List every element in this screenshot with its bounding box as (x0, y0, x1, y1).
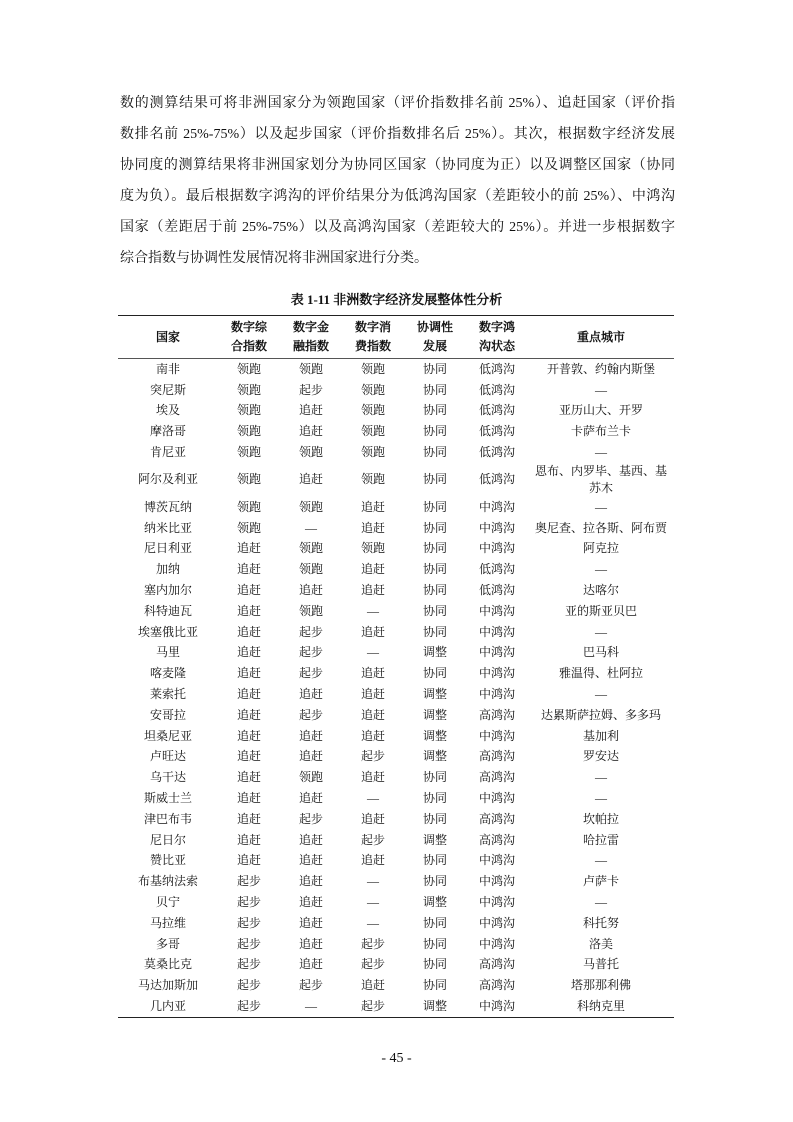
rating-cell: 调整 (422, 999, 447, 1013)
rating-cell: 中鸿沟 (478, 541, 515, 556)
city-cell: 塔那那利佛 (570, 978, 631, 993)
rating-cell: 低鸿沟 (478, 472, 515, 487)
rating-cell: 起步 (236, 874, 261, 889)
rating-cell: 领跑 (236, 403, 261, 418)
rating-cell: 领跑 (360, 445, 385, 460)
rating-cell: 协同 (422, 361, 447, 376)
city-cell: — (595, 445, 607, 460)
city-cell: — (595, 499, 607, 514)
rating-cell: 高鸿沟 (478, 957, 515, 972)
rating-cell: 领跑 (236, 472, 261, 487)
city-cell: 阿克拉 (582, 541, 619, 556)
rating-cell: 追赶 (236, 853, 261, 868)
header-line: 数字消 (354, 320, 391, 334)
country-cell: 坦桑尼亚 (143, 728, 192, 743)
rating-cell: 起步 (360, 936, 385, 951)
rating-cell: 起步 (298, 978, 323, 993)
rating-cell: 起步 (360, 999, 385, 1013)
rating-cell: 领跑 (298, 445, 323, 460)
rating-cell: 低鸿沟 (478, 361, 515, 376)
table-row (118, 380, 674, 401)
country-cell: 布基纳法索 (137, 874, 198, 889)
city-cell: 卢萨卡 (582, 874, 619, 889)
rating-cell: 起步 (236, 895, 261, 910)
header-line: 国家 (155, 329, 180, 344)
city-cell: 科托努 (582, 915, 619, 930)
header-line: 沟状态 (478, 339, 515, 353)
rating-cell: — (367, 645, 379, 660)
column-header (118, 316, 218, 359)
rating-cell: 领跑 (298, 499, 323, 514)
rating-cell: 低鸿沟 (478, 382, 515, 397)
rating-cell: 追赶 (298, 583, 323, 598)
rating-cell: 追赶 (236, 749, 261, 764)
column-header (466, 316, 528, 359)
city-cell: 罗安达 (582, 749, 619, 764)
rating-cell: 起步 (236, 957, 261, 972)
rating-cell: 协同 (422, 583, 447, 598)
table-row (118, 663, 674, 684)
paragraph-line: 国家（差距居于前 25%-75%）以及高鸿沟国家（差距较大的 25%）。并进一步根据数字 (120, 220, 675, 235)
country-cell: 马拉维 (149, 915, 186, 930)
city-cell: 巴马科 (582, 645, 619, 660)
country-cell: 斯威士兰 (143, 791, 192, 806)
country-cell: 摩洛哥 (149, 424, 186, 439)
table-row (118, 767, 674, 788)
column-header (342, 316, 404, 359)
table-row (118, 788, 674, 809)
rating-cell: 中鸿沟 (478, 687, 515, 702)
rating-cell: 中鸿沟 (478, 624, 515, 639)
rating-cell: 领跑 (236, 520, 261, 535)
rating-cell: 高鸿沟 (478, 749, 515, 764)
rating-cell: 起步 (360, 749, 385, 764)
rating-cell: 调整 (422, 832, 447, 847)
rating-cell: 追赶 (360, 624, 385, 639)
paragraph-line: 度为负）。最后根据数字鸿沟的评价结果分为低鸿沟国家（差距较小的前 25%）、中鸿沟 (120, 189, 675, 204)
paragraph-line: 协同度的测算结果将非洲国家划分为协同区国家（协同度为正）以及调整区国家（协同 (120, 158, 675, 173)
city-cell: 奥尼查、拉各斯、阿布贾 (534, 520, 667, 535)
rating-cell: 起步 (236, 915, 261, 930)
rating-cell: 领跑 (360, 382, 385, 397)
country-cell: 多哥 (155, 936, 180, 951)
rating-cell: 协同 (422, 562, 447, 577)
city-cell: 亚历山大、开罗 (558, 403, 643, 418)
rating-cell: 调整 (422, 707, 447, 722)
table-row (118, 684, 674, 705)
country-cell: 南非 (155, 361, 180, 376)
table-row (118, 601, 674, 622)
table-caption: 表 1-11 非洲数字经济发展整体性分析 (290, 292, 503, 307)
table-row (118, 747, 674, 768)
rating-cell: 低鸿沟 (478, 562, 515, 577)
table-row (118, 809, 674, 830)
rating-cell: 中鸿沟 (478, 728, 515, 743)
rating-cell: 追赶 (298, 424, 323, 439)
table-row (118, 518, 674, 539)
paragraph-line: 综合指数与协调性发展情况将非洲国家进行分类。 (120, 251, 428, 266)
table-row (118, 830, 674, 851)
rating-cell: 协同 (422, 874, 447, 889)
header-line: 数字金 (292, 320, 329, 334)
rating-cell: 协同 (422, 978, 447, 993)
header-line: 费指数 (354, 339, 391, 353)
rating-cell: 追赶 (360, 583, 385, 598)
country-cell: 莫桑比克 (143, 957, 192, 972)
rating-cell: 追赶 (236, 707, 261, 722)
city-cell: 亚的斯亚贝巴 (564, 603, 637, 618)
table-row (118, 539, 674, 560)
rating-cell: 起步 (298, 666, 323, 681)
rating-cell: 协同 (422, 541, 447, 556)
rating-cell: 领跑 (360, 472, 385, 487)
rating-cell: 协同 (422, 770, 447, 785)
country-cell: 尼日利亚 (143, 541, 192, 556)
header-line: 数字鸿 (478, 320, 515, 334)
rating-cell: 领跑 (298, 562, 323, 577)
rating-cell: 追赶 (236, 687, 261, 702)
rating-cell: 协同 (422, 957, 447, 972)
rating-cell: 中鸿沟 (478, 499, 515, 514)
rating-cell: 高鸿沟 (478, 978, 515, 993)
country-cell: 纳米比亚 (143, 520, 192, 535)
rating-cell: — (305, 999, 317, 1013)
header-line: 数字综 (230, 320, 267, 334)
rating-cell: 协同 (422, 603, 447, 618)
rating-cell: 追赶 (298, 957, 323, 972)
country-cell: 安哥拉 (149, 707, 186, 722)
rating-cell: 起步 (236, 978, 261, 993)
table-row (118, 996, 674, 1017)
rating-cell: 起步 (298, 382, 323, 397)
rating-cell: — (367, 874, 379, 889)
rating-cell: 中鸿沟 (478, 936, 515, 951)
column-header (404, 316, 466, 359)
rating-cell: 起步 (360, 957, 385, 972)
table-header (118, 316, 674, 359)
rating-cell: 追赶 (360, 499, 385, 514)
country-cell: 马里 (155, 645, 180, 660)
city-cell: 雅温得、杜阿拉 (558, 666, 643, 681)
rating-cell: 协同 (422, 811, 447, 826)
rating-cell: 高鸿沟 (478, 811, 515, 826)
table-row (118, 559, 674, 580)
rating-cell: 追赶 (360, 666, 385, 681)
table-row (118, 892, 674, 913)
rating-cell: 领跑 (236, 382, 261, 397)
rating-cell: 中鸿沟 (478, 791, 515, 806)
rating-cell: 追赶 (236, 791, 261, 806)
rating-cell: 低鸿沟 (478, 445, 515, 460)
country-cell: 科特迪瓦 (143, 603, 192, 618)
country-cell: 莱索托 (149, 687, 186, 702)
rating-cell: 领跑 (236, 361, 261, 376)
rating-cell: 追赶 (236, 645, 261, 660)
city-cell: 卡萨布兰卡 (570, 424, 631, 439)
city-cell: 马普托 (582, 957, 619, 972)
country-cell: 肯尼亚 (149, 445, 186, 460)
table-row (118, 871, 674, 892)
table-row (118, 421, 674, 442)
table-body (118, 359, 674, 1018)
rating-cell: 追赶 (236, 728, 261, 743)
rating-cell: 追赶 (360, 707, 385, 722)
rating-cell: 追赶 (360, 978, 385, 993)
table-row (118, 934, 674, 955)
rating-cell: 协同 (422, 472, 447, 487)
rating-cell: 低鸿沟 (478, 403, 515, 418)
rating-cell: 起步 (236, 999, 261, 1013)
city-cell: — (595, 853, 607, 868)
city-cell: — (595, 624, 607, 639)
country-cell: 尼日尔 (149, 832, 186, 847)
rating-cell: 中鸿沟 (478, 645, 515, 660)
table-row (118, 726, 674, 747)
country-cell: 加纳 (155, 562, 180, 577)
city-cell: 坎帕拉 (582, 811, 619, 826)
city-cell: — (595, 791, 607, 806)
rating-cell: 追赶 (298, 687, 323, 702)
rating-cell: 追赶 (360, 728, 385, 743)
rating-cell: 中鸿沟 (478, 915, 515, 930)
header-line: 融指数 (292, 339, 329, 353)
rating-cell: 追赶 (298, 895, 323, 910)
rating-cell: 协同 (422, 382, 447, 397)
city-cell: 达累斯萨拉姆、多多玛 (540, 707, 661, 722)
rating-cell: 起步 (360, 832, 385, 847)
table-row (118, 851, 674, 872)
rating-cell: 追赶 (360, 562, 385, 577)
rating-cell: 中鸿沟 (478, 895, 515, 910)
rating-cell: 协同 (422, 499, 447, 514)
rating-cell: 中鸿沟 (478, 999, 515, 1013)
rating-cell: 追赶 (298, 791, 323, 806)
rating-cell: 追赶 (360, 811, 385, 826)
header-line: 合指数 (230, 339, 267, 353)
rating-cell: 追赶 (298, 728, 323, 743)
rating-cell: 起步 (298, 645, 323, 660)
rating-cell: 追赶 (236, 624, 261, 639)
city-cell: — (595, 895, 607, 910)
country-cell: 埃及 (155, 403, 180, 418)
rating-cell: 调整 (422, 645, 447, 660)
table-row (118, 913, 674, 934)
rating-cell: 追赶 (236, 832, 261, 847)
rating-cell: 追赶 (236, 562, 261, 577)
country-cell: 阿尔及利亚 (137, 472, 198, 487)
rating-cell: — (367, 895, 379, 910)
country-cell: 赞比亚 (149, 853, 186, 868)
rating-cell: 领跑 (298, 603, 323, 618)
header-line: 协调性 (416, 320, 453, 334)
rating-cell: 高鸿沟 (478, 770, 515, 785)
rating-cell: 追赶 (236, 811, 261, 826)
table-row (118, 643, 674, 664)
rating-cell: 中鸿沟 (478, 603, 515, 618)
country-cell: 喀麦隆 (149, 666, 186, 681)
table-row (118, 580, 674, 601)
rating-cell: 协同 (422, 791, 447, 806)
rating-cell: 追赶 (236, 541, 261, 556)
rating-cell: 领跑 (298, 361, 323, 376)
city-cell: 达喀尔 (582, 583, 619, 598)
rating-cell: 调整 (422, 749, 447, 764)
country-cell: 塞内加尔 (143, 583, 192, 598)
rating-cell: 中鸿沟 (478, 520, 515, 535)
header-line: 重点城市 (576, 329, 625, 344)
rating-cell: 协同 (422, 666, 447, 681)
rating-cell: — (367, 603, 379, 618)
rating-cell: 起步 (298, 707, 323, 722)
rating-cell: 起步 (236, 936, 261, 951)
rating-cell: 领跑 (298, 770, 323, 785)
rating-cell: 追赶 (298, 749, 323, 764)
paragraph-line: 数的测算结果可将非洲国家分为领跑国家（评价指数排名前 25%）、追赶国家（评价指 (120, 96, 675, 111)
rating-cell: 协同 (422, 445, 447, 460)
rating-cell: 协同 (422, 624, 447, 639)
column-header (218, 316, 280, 359)
country-cell: 突尼斯 (149, 382, 186, 397)
rating-cell: — (305, 520, 317, 535)
rating-cell: 高鸿沟 (478, 707, 515, 722)
rating-cell: 追赶 (360, 687, 385, 702)
country-cell: 贝宁 (155, 895, 180, 910)
rating-cell: 协同 (422, 915, 447, 930)
country-cell: 埃塞俄比亚 (137, 624, 198, 639)
table-row (118, 442, 674, 463)
rating-cell: 协同 (422, 424, 447, 439)
rating-cell: 追赶 (236, 603, 261, 618)
rating-cell: 领跑 (236, 445, 261, 460)
city-cell: — (595, 562, 607, 577)
rating-cell: 追赶 (298, 832, 323, 847)
city-cell: 恩布、内罗毕、基西、基苏木 (534, 463, 667, 495)
table-row (118, 955, 674, 976)
rating-cell: — (367, 915, 379, 930)
rating-cell: 协同 (422, 520, 447, 535)
rating-cell: 追赶 (298, 874, 323, 889)
rating-cell: 中鸿沟 (478, 853, 515, 868)
paragraph-line: 数排名前 25%-75%）以及起步国家（评价指数排名后 25%）。其次，根据数字经济发展 (120, 127, 675, 142)
table-row (118, 497, 674, 518)
rating-cell: 领跑 (236, 424, 261, 439)
rating-cell: 追赶 (236, 666, 261, 681)
page-number: - 45 - (381, 1051, 412, 1066)
rating-cell: 领跑 (298, 541, 323, 556)
table-row (118, 401, 674, 422)
rating-cell: 追赶 (298, 472, 323, 487)
rating-cell: 中鸿沟 (478, 874, 515, 889)
rating-cell: 追赶 (360, 853, 385, 868)
column-header (280, 316, 342, 359)
rating-cell: 调整 (422, 728, 447, 743)
rating-cell: 领跑 (360, 361, 385, 376)
rating-cell: 领跑 (360, 424, 385, 439)
table-row (118, 705, 674, 726)
table-row (118, 975, 674, 996)
rating-cell: 追赶 (298, 403, 323, 418)
rating-cell: 领跑 (360, 541, 385, 556)
city-cell: — (595, 687, 607, 702)
rating-cell: 高鸿沟 (478, 832, 515, 847)
rating-cell: 追赶 (360, 770, 385, 785)
rating-cell: 追赶 (298, 853, 323, 868)
rating-cell: 低鸿沟 (478, 424, 515, 439)
table-row (118, 622, 674, 643)
table-row (118, 463, 674, 497)
country-cell: 马达加斯加 (137, 978, 198, 993)
city-cell: 科纳克里 (576, 999, 625, 1013)
africa-digital-economy-table (118, 315, 674, 1018)
rating-cell: 调整 (422, 687, 447, 702)
table-row (118, 359, 674, 380)
rating-cell: — (367, 791, 379, 806)
rating-cell: 追赶 (236, 770, 261, 785)
column-header (528, 316, 674, 359)
city-cell: 基加利 (582, 728, 619, 743)
rating-cell: 追赶 (298, 915, 323, 930)
rating-cell: 调整 (422, 895, 447, 910)
rating-cell: 领跑 (360, 403, 385, 418)
city-cell: — (595, 382, 607, 397)
rating-cell: 协同 (422, 403, 447, 418)
body-paragraph (120, 90, 675, 276)
rating-cell: 起步 (298, 624, 323, 639)
rating-cell: 领跑 (236, 499, 261, 514)
rating-cell: 起步 (298, 811, 323, 826)
city-cell: — (595, 770, 607, 785)
city-cell: 哈拉雷 (582, 832, 619, 847)
rating-cell: 协同 (422, 853, 447, 868)
city-cell: 开普敦、约翰内斯堡 (546, 361, 655, 376)
rating-cell: 低鸿沟 (478, 583, 515, 598)
rating-cell: 协同 (422, 936, 447, 951)
country-cell: 博茨瓦纳 (143, 499, 192, 514)
city-cell: 洛美 (588, 936, 613, 951)
country-cell: 几内亚 (149, 999, 186, 1013)
rating-cell: 追赶 (298, 936, 323, 951)
rating-cell: 追赶 (236, 583, 261, 598)
header-line: 发展 (422, 339, 447, 353)
rating-cell: 追赶 (360, 520, 385, 535)
rating-cell: 中鸿沟 (478, 666, 515, 681)
country-cell: 津巴布韦 (143, 811, 192, 826)
country-cell: 卢旺达 (149, 749, 186, 764)
country-cell: 乌干达 (149, 770, 186, 785)
